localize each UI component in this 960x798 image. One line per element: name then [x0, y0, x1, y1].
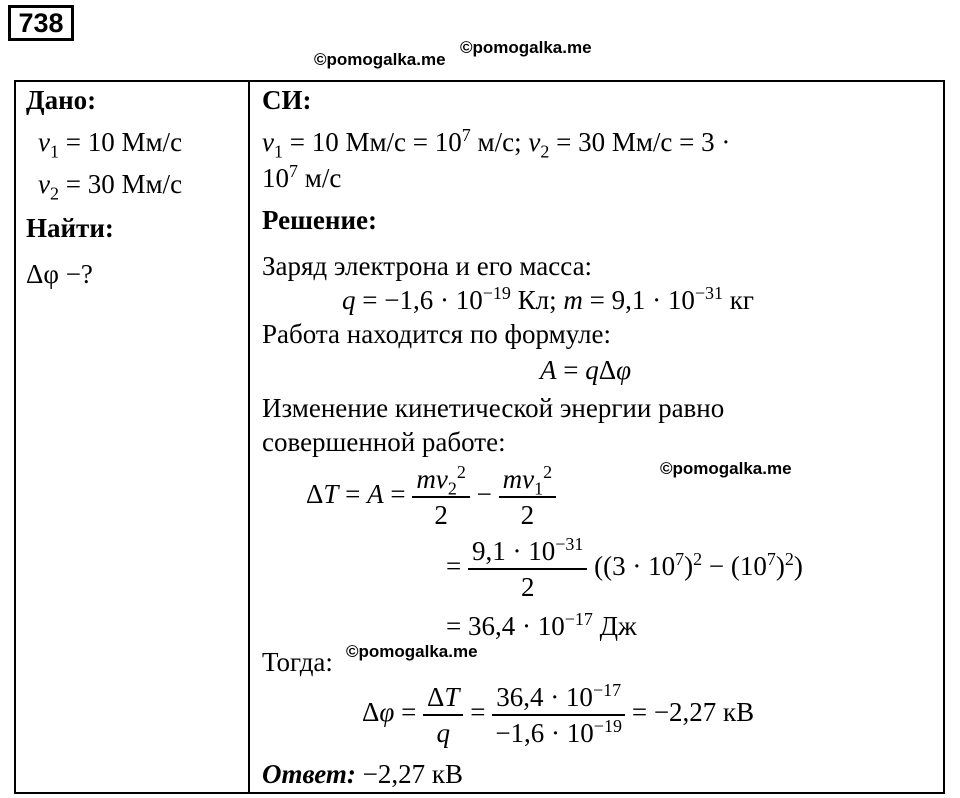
given-v1: $v_1 = 10$ Мм/с	[38, 127, 183, 162]
table-bottom-border	[14, 792, 945, 794]
formula-charge-mass: $q = -1,6 \cdot 10^{-19}$ Кл; $m = 9,1 \cdot 10^{-31}$ кг	[342, 283, 754, 315]
solution-text-then: Тогда:	[262, 647, 333, 677]
find-heading: Найти:	[26, 213, 114, 243]
si-heading: СИ:	[262, 85, 312, 115]
si-line-1: $v_1 = 10$ $Мм/с = 10^7$ м/с; $v_2 = 30$ Мм/с = 3 ·	[262, 125, 731, 162]
answer-label: Ответ:	[262, 759, 356, 789]
watermark: ©pomogalka.me	[346, 642, 478, 661]
watermark: ©pomogalka.me	[460, 38, 592, 57]
solution-text-charge: Заряд электрона и его масса:	[262, 251, 593, 281]
given-heading: Дано:	[26, 85, 97, 115]
formula-delta-phi: Δφ = $\frac{\Delta T}{q}$ = $\frac{36,4 \cdot 10^{-17}}{-1,6 \cdot 10^{-19}}$ = −2,27 кВ	[362, 680, 755, 748]
formula-delta-t-substituted: = $\frac{9,1 \cdot 10^{-31}}{2}$ $((3 \cdot 10^7)^2 - (10^7)^2)$	[446, 534, 803, 602]
formula-delta-t: ΔT = A = $\frac{mv_2^2}{2}$ − $\frac{mv_1^2}{2}$	[306, 462, 556, 532]
solution-heading: Решение:	[262, 205, 377, 235]
answer-line	[262, 758, 463, 790]
watermark: ©pomogalka.me	[314, 50, 446, 69]
given-v2: $v_2 = 30$ Мм/с	[38, 169, 183, 204]
table-column-divider	[248, 80, 250, 794]
solution-text-work2: совершенной работе:	[262, 427, 506, 457]
solution-text-work: Работа находится по формуле:	[262, 319, 611, 349]
solution-text-energy: Изменение кинетической энергии равно	[262, 393, 725, 423]
problem-number: 738	[8, 5, 74, 41]
watermark: ©pomogalka.me	[660, 459, 792, 478]
si-line-2: $10^7$ м/с	[262, 161, 342, 193]
table-right-border	[943, 80, 945, 794]
table-left-border	[14, 80, 16, 794]
find-value: Δφ −?	[26, 259, 93, 289]
answer-value: −2,27 кВ	[362, 759, 463, 789]
formula-energy-result: = $36,4 \cdot 10^{-17}$ Дж	[446, 609, 637, 641]
formula-work: A = qΔφ	[540, 355, 632, 385]
table-top-border	[14, 80, 945, 82]
